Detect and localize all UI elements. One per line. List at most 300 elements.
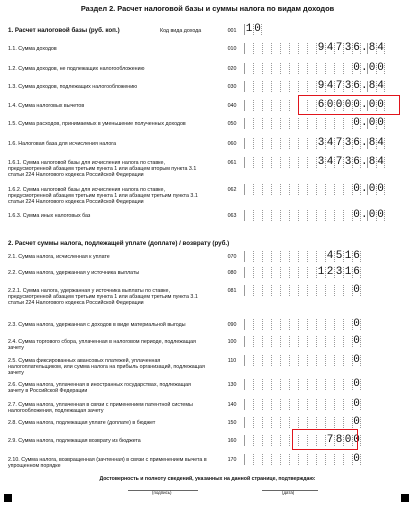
row-label: 1.6. Налоговая база для исчисления налога bbox=[8, 141, 117, 147]
digit-cell: 4 bbox=[326, 42, 334, 54]
digit-cell bbox=[289, 399, 298, 410]
digit-cell bbox=[271, 379, 280, 390]
amount-field[interactable] bbox=[244, 417, 361, 428]
digit-cell bbox=[307, 63, 316, 74]
digit-cell: 8 bbox=[335, 434, 343, 446]
digit-cell: 8 bbox=[368, 137, 376, 149]
digit-cell: 0 bbox=[353, 378, 360, 390]
digit-cell: 4 bbox=[377, 80, 384, 92]
digit-cell: 0 bbox=[368, 99, 376, 111]
digit-cell bbox=[343, 417, 352, 428]
digit-cell bbox=[334, 319, 343, 330]
line-code: 061 bbox=[227, 160, 237, 166]
digit-cell bbox=[307, 43, 316, 54]
digit-cell bbox=[307, 336, 316, 347]
digit-cell bbox=[325, 118, 334, 129]
digit-cell bbox=[334, 63, 343, 74]
digit-cell bbox=[298, 210, 307, 221]
digit-cell: 0 bbox=[377, 209, 384, 221]
digit-cell bbox=[307, 267, 316, 278]
digit-cell bbox=[307, 355, 316, 366]
digit-cell bbox=[307, 157, 316, 168]
row-label: 1.3. Сумма доходов, подлежащих налогообложению bbox=[8, 84, 138, 90]
line-code: 063 bbox=[227, 213, 237, 219]
amount-field[interactable] bbox=[244, 184, 385, 195]
digit-cell: 0 bbox=[344, 99, 352, 111]
digit-cell: 3 bbox=[317, 156, 325, 168]
digit-cell bbox=[262, 157, 271, 168]
amount-field[interactable] bbox=[244, 454, 361, 465]
decimal-point: . bbox=[361, 209, 368, 221]
digit-cell bbox=[262, 251, 271, 262]
digit-cell bbox=[280, 355, 289, 366]
row-label: 2.7. Сумма налога, уплаченная в связи с применением патентной системы налогообложения, подлежащая зачету bbox=[8, 402, 193, 415]
line-code: 081 bbox=[227, 288, 237, 294]
decimal-point: . bbox=[361, 183, 368, 195]
digit-cell bbox=[307, 118, 316, 129]
digit-cell bbox=[316, 251, 325, 262]
digit-cell bbox=[280, 81, 289, 92]
digit-cell bbox=[271, 43, 280, 54]
digit-cell bbox=[334, 454, 343, 465]
digit-cell bbox=[253, 285, 262, 296]
digit-cell bbox=[298, 251, 307, 262]
line-code: 100 bbox=[227, 339, 237, 345]
row-label: 1.4. Сумма налоговых вычетов bbox=[8, 103, 85, 109]
digit-cell bbox=[244, 454, 253, 465]
line-code: 060 bbox=[227, 141, 237, 147]
digit-cell bbox=[253, 399, 262, 410]
digit-cell bbox=[244, 63, 253, 74]
decimal-point: . bbox=[361, 80, 368, 92]
amount-field[interactable] bbox=[244, 285, 361, 296]
digit-cell bbox=[244, 285, 253, 296]
digit-cell bbox=[334, 355, 343, 366]
digit-cell bbox=[307, 210, 316, 221]
digit-cell: 0 bbox=[344, 434, 352, 446]
digit-cell: 0 bbox=[353, 398, 360, 410]
digit-cell bbox=[280, 63, 289, 74]
digit-cell bbox=[343, 184, 352, 195]
digit-cell: 0 bbox=[377, 99, 384, 111]
row-label: 2.10. Сумма налога, возвращенная (зачтенная) в связи с применением вычета в упрощенном порядке bbox=[8, 457, 207, 470]
digit-cell bbox=[244, 319, 253, 330]
digit-cell bbox=[307, 251, 316, 262]
digit-cell: 4 bbox=[377, 156, 384, 168]
row-label: 2.6. Сумма налога, уплаченная в иностранных государствах, подлежащая зачету в Российской Федерации bbox=[8, 382, 191, 395]
income-code-label: Код вида дохода bbox=[160, 28, 202, 34]
digit-cell bbox=[298, 63, 307, 74]
digit-cell bbox=[298, 184, 307, 195]
digit-cell bbox=[262, 43, 271, 54]
digit-cell: 3 bbox=[344, 137, 352, 149]
digit-cell bbox=[262, 118, 271, 129]
digit-cell: 0 bbox=[368, 62, 376, 74]
digit-cell bbox=[343, 63, 352, 74]
digit-cell: 0 bbox=[353, 62, 360, 74]
line-code: 130 bbox=[227, 382, 237, 388]
digit-cell bbox=[316, 379, 325, 390]
digit-cell bbox=[244, 435, 253, 446]
digit-cell bbox=[280, 251, 289, 262]
digit-cell bbox=[253, 417, 262, 428]
digit-cell: 0 bbox=[353, 354, 360, 366]
digit-cell bbox=[280, 210, 289, 221]
digit-cell: 0 bbox=[377, 183, 384, 195]
digit-cell bbox=[262, 100, 271, 111]
digit-cell bbox=[253, 454, 262, 465]
digit-cell bbox=[244, 157, 253, 168]
amount-field[interactable] bbox=[244, 399, 361, 410]
digit-cell: 3 bbox=[344, 42, 352, 54]
digit-cell bbox=[307, 417, 316, 428]
digit-cell: 1 bbox=[344, 250, 352, 262]
digit-cell bbox=[316, 285, 325, 296]
digit-cell: 1 bbox=[245, 23, 253, 35]
decimal-point: . bbox=[361, 99, 368, 111]
line-code: 020 bbox=[227, 66, 237, 72]
highlight-box bbox=[298, 95, 400, 115]
amount-field[interactable] bbox=[244, 118, 385, 129]
digit-cell bbox=[298, 399, 307, 410]
digit-cell bbox=[325, 355, 334, 366]
digit-cell bbox=[298, 138, 307, 149]
digit-cell bbox=[253, 184, 262, 195]
digit-cell bbox=[343, 355, 352, 366]
digit-cell bbox=[244, 417, 253, 428]
digit-cell: 8 bbox=[368, 42, 376, 54]
digit-cell bbox=[289, 417, 298, 428]
digit-cell bbox=[262, 319, 271, 330]
digit-cell bbox=[307, 454, 316, 465]
digit-cell bbox=[334, 336, 343, 347]
digit-cell bbox=[289, 100, 298, 111]
digit-cell: 4 bbox=[377, 137, 384, 149]
digit-cell bbox=[289, 63, 298, 74]
row-label: 2.3. Сумма налога, удержанная с доходов в виде материальной выгоды bbox=[8, 322, 186, 328]
digit-cell bbox=[298, 81, 307, 92]
digit-cell bbox=[244, 43, 253, 54]
amount-field[interactable] bbox=[244, 355, 361, 366]
digit-cell: 4 bbox=[326, 80, 334, 92]
section-title: Раздел 2. Расчет налоговой базы и суммы налога по видам доходов bbox=[80, 4, 335, 13]
amount-field[interactable] bbox=[244, 63, 385, 74]
digit-cell: 6 bbox=[353, 156, 360, 168]
digit-cell bbox=[262, 336, 271, 347]
digit-cell bbox=[316, 118, 325, 129]
digit-cell bbox=[325, 63, 334, 74]
digit-cell bbox=[280, 399, 289, 410]
digit-cell bbox=[298, 417, 307, 428]
digit-cell bbox=[316, 63, 325, 74]
digit-cell bbox=[244, 379, 253, 390]
digit-cell: 6 bbox=[353, 137, 360, 149]
digit-cell bbox=[298, 267, 307, 278]
digit-cell: 7 bbox=[335, 137, 343, 149]
digit-cell bbox=[325, 417, 334, 428]
row-label: 1.6.3. Сумма иных налоговых баз bbox=[8, 213, 91, 219]
line-code: 080 bbox=[227, 270, 237, 276]
digit-cell bbox=[271, 118, 280, 129]
digit-cell bbox=[271, 81, 280, 92]
digit-cell bbox=[280, 319, 289, 330]
digit-cell: 0 bbox=[353, 284, 360, 296]
digit-cell bbox=[244, 118, 253, 129]
date-label: (дата) bbox=[282, 490, 295, 495]
digit-cell bbox=[253, 336, 262, 347]
digit-cell bbox=[325, 319, 334, 330]
digit-cell bbox=[289, 251, 298, 262]
digit-cell bbox=[307, 184, 316, 195]
amount-field[interactable] bbox=[244, 81, 385, 92]
line-code: 110 bbox=[227, 358, 237, 364]
line-code: 160 bbox=[227, 438, 237, 444]
row-label: 2.5. Сумма фиксированных авансовых платежей, уплаченная налогоплательщиком, или сумма налога на прибыль организаций, подлежащая зачету bbox=[8, 358, 205, 377]
digit-cell bbox=[280, 417, 289, 428]
digit-cell bbox=[298, 336, 307, 347]
digit-cell bbox=[262, 454, 271, 465]
row-label: 1.5. Сумма расходов, принимаемых в уменьшение полученных доходов bbox=[8, 121, 186, 127]
digit-cell bbox=[334, 417, 343, 428]
digit-cell bbox=[262, 417, 271, 428]
digit-cell: 4 bbox=[326, 156, 334, 168]
amount-field[interactable] bbox=[244, 336, 361, 347]
digit-cell bbox=[253, 355, 262, 366]
digit-cell: 0 bbox=[353, 99, 360, 111]
amount-field[interactable] bbox=[244, 138, 385, 149]
digit-cell bbox=[316, 210, 325, 221]
digit-cell bbox=[253, 118, 262, 129]
digit-cell bbox=[244, 210, 253, 221]
row-label: 2.8. Сумма налога, подлежащая уплате (доплате) в бюджет bbox=[8, 420, 156, 426]
digit-cell: 9 bbox=[317, 80, 325, 92]
digit-cell bbox=[253, 210, 262, 221]
digit-cell bbox=[244, 184, 253, 195]
digit-cell bbox=[253, 63, 262, 74]
digit-cell: 0 bbox=[377, 117, 384, 129]
digit-cell bbox=[280, 100, 289, 111]
digit-cell bbox=[334, 184, 343, 195]
digit-cell bbox=[271, 435, 280, 446]
digit-cell bbox=[253, 379, 262, 390]
digit-cell bbox=[262, 184, 271, 195]
digit-cell: 3 bbox=[335, 266, 343, 278]
digit-cell: 0 bbox=[377, 62, 384, 74]
line-code: 150 bbox=[227, 420, 237, 426]
corner-mark-left bbox=[4, 494, 12, 502]
decimal-point: . bbox=[361, 42, 368, 54]
digit-cell bbox=[298, 454, 307, 465]
digit-cell bbox=[253, 435, 262, 446]
digit-cell bbox=[343, 336, 352, 347]
digit-cell bbox=[298, 379, 307, 390]
amount-field[interactable] bbox=[244, 379, 361, 390]
row-label: 1.6.1. Сумма налоговой базы для исчисления налога по ставке, предусмотренной абзацем третьим пункта 1 или абзацем вторым пункта 3.1 статьи 224 Налогового кодекса Российской Федерации bbox=[8, 160, 197, 179]
digit-cell: 4 bbox=[326, 250, 334, 262]
line-code: 030 bbox=[227, 84, 237, 90]
amount-field[interactable] bbox=[244, 210, 385, 221]
digit-cell: 0 bbox=[368, 209, 376, 221]
digit-cell bbox=[289, 336, 298, 347]
digit-cell bbox=[280, 454, 289, 465]
line-code: 062 bbox=[227, 187, 237, 193]
digit-cell bbox=[280, 336, 289, 347]
amount-field[interactable] bbox=[244, 157, 385, 168]
digit-cell bbox=[316, 417, 325, 428]
digit-cell: 0 bbox=[353, 318, 360, 330]
digit-cell bbox=[298, 157, 307, 168]
digit-cell bbox=[280, 285, 289, 296]
digit-cell bbox=[262, 210, 271, 221]
decimal-point: . bbox=[361, 117, 368, 129]
decimal-point: . bbox=[361, 62, 368, 74]
line-code: 050 bbox=[227, 121, 237, 127]
section2-title: 2. Расчет суммы налога, подлежащей уплате (доплате) / возврату (руб.) bbox=[8, 240, 230, 247]
row-label: 2.1. Сумма налога, исчисленная к уплате bbox=[8, 254, 110, 260]
decimal-point: . bbox=[361, 156, 368, 168]
digit-cell bbox=[253, 43, 262, 54]
digit-cell bbox=[244, 336, 253, 347]
digit-cell bbox=[307, 319, 316, 330]
highlight-box bbox=[292, 429, 358, 450]
digit-cell bbox=[316, 184, 325, 195]
digit-cell bbox=[325, 210, 334, 221]
digit-cell: 0 bbox=[353, 209, 360, 221]
digit-cell bbox=[253, 267, 262, 278]
digit-cell bbox=[244, 267, 253, 278]
digit-cell bbox=[271, 399, 280, 410]
digit-cell: 0 bbox=[353, 117, 360, 129]
digit-cell bbox=[253, 251, 262, 262]
digit-cell: 3 bbox=[344, 156, 352, 168]
digit-cell bbox=[343, 454, 352, 465]
digit-cell bbox=[289, 454, 298, 465]
digit-cell bbox=[271, 63, 280, 74]
digit-cell bbox=[271, 285, 280, 296]
digit-cell bbox=[307, 138, 316, 149]
digit-cell bbox=[271, 251, 280, 262]
digit-cell bbox=[325, 285, 334, 296]
line-code: 090 bbox=[227, 322, 237, 328]
digit-cell bbox=[280, 267, 289, 278]
digit-cell bbox=[343, 285, 352, 296]
digit-cell bbox=[289, 319, 298, 330]
digit-cell bbox=[271, 210, 280, 221]
digit-cell bbox=[262, 355, 271, 366]
digit-cell bbox=[298, 43, 307, 54]
digit-cell bbox=[262, 379, 271, 390]
digit-cell bbox=[271, 100, 280, 111]
digit-cell bbox=[280, 157, 289, 168]
digit-cell bbox=[307, 81, 316, 92]
row-label: 2.4. Сумма торгового сбора, уплаченная в налоговом периоде, подлежащая зачету bbox=[8, 339, 196, 352]
digit-cell: 6 bbox=[353, 80, 360, 92]
digit-cell bbox=[343, 319, 352, 330]
digit-cell: 6 bbox=[353, 42, 360, 54]
row-label: 1.6.2. Сумма налоговой базы для исчисления налога по ставке, предусмотренной абзацем третьим пункта 1 или абзацем третьим пункта 3.1 статьи 224 Налогового кодекса Российской Федерации bbox=[8, 187, 198, 206]
digit-cell bbox=[307, 285, 316, 296]
digit-cell bbox=[280, 435, 289, 446]
digit-cell bbox=[244, 355, 253, 366]
digit-cell: 0 bbox=[254, 23, 261, 35]
digit-cell: 0 bbox=[335, 99, 343, 111]
digit-cell: 0 bbox=[368, 117, 376, 129]
digit-cell bbox=[316, 319, 325, 330]
row-label: 2.2.1. Сумма налога, удержанная у источника выплаты по ставке, предусмотренной абзацем третьим пункта 1 или абзацем третьим пункта 3.1 статьи 224 Налогового кодекса Российской Федерации bbox=[8, 288, 198, 307]
digit-cell bbox=[289, 157, 298, 168]
digit-cell: 5 bbox=[335, 250, 343, 262]
digit-cell bbox=[280, 138, 289, 149]
amount-field[interactable] bbox=[244, 267, 361, 278]
digit-cell bbox=[289, 184, 298, 195]
digit-cell bbox=[316, 355, 325, 366]
digit-cell bbox=[262, 138, 271, 149]
digit-cell bbox=[262, 267, 271, 278]
section1-title: 1. Расчет налоговой базы (руб. коп.) bbox=[8, 27, 120, 34]
digit-cell bbox=[343, 399, 352, 410]
digit-cell: 8 bbox=[368, 156, 376, 168]
digit-cell bbox=[334, 285, 343, 296]
digit-cell bbox=[334, 399, 343, 410]
digit-cell: 6 bbox=[353, 266, 360, 278]
digit-cell bbox=[280, 118, 289, 129]
amount-field[interactable] bbox=[244, 43, 385, 54]
digit-cell bbox=[262, 63, 271, 74]
line-code: 070 bbox=[227, 254, 237, 260]
row-label: 1.2. Сумма доходов, не подлежащих налогообложению bbox=[8, 66, 145, 72]
digit-cell: 0 bbox=[353, 416, 360, 428]
digit-cell bbox=[262, 435, 271, 446]
digit-cell bbox=[289, 285, 298, 296]
digit-cell: 0 bbox=[368, 183, 376, 195]
digit-cell bbox=[343, 379, 352, 390]
digit-cell: 6 bbox=[317, 99, 325, 111]
digit-cell: 0 bbox=[326, 99, 334, 111]
digit-cell: 0 bbox=[353, 434, 360, 446]
digit-cell bbox=[316, 336, 325, 347]
digit-cell bbox=[289, 210, 298, 221]
digit-cell bbox=[289, 138, 298, 149]
digit-cell bbox=[325, 379, 334, 390]
digit-cell: 6 bbox=[353, 250, 360, 262]
digit-cell bbox=[253, 157, 262, 168]
digit-cell bbox=[334, 210, 343, 221]
digit-cell bbox=[271, 267, 280, 278]
income-code-field[interactable] bbox=[244, 24, 262, 35]
digit-cell: 4 bbox=[377, 42, 384, 54]
digit-cell bbox=[280, 184, 289, 195]
digit-cell: 3 bbox=[317, 137, 325, 149]
digit-cell bbox=[343, 118, 352, 129]
digit-cell bbox=[316, 399, 325, 410]
digit-cell bbox=[307, 399, 316, 410]
digit-cell bbox=[298, 319, 307, 330]
digit-cell: 0 bbox=[353, 183, 360, 195]
line-code: 010 bbox=[227, 46, 237, 52]
line-code: 040 bbox=[227, 103, 237, 109]
digit-cell bbox=[271, 417, 280, 428]
digit-cell bbox=[244, 100, 253, 111]
amount-field[interactable] bbox=[244, 319, 361, 330]
digit-cell bbox=[334, 118, 343, 129]
digit-cell: 1 bbox=[344, 266, 352, 278]
amount-field[interactable] bbox=[244, 251, 361, 262]
digit-cell bbox=[316, 454, 325, 465]
digit-cell bbox=[271, 138, 280, 149]
digit-cell bbox=[325, 454, 334, 465]
digit-cell: 7 bbox=[335, 80, 343, 92]
digit-cell bbox=[289, 379, 298, 390]
